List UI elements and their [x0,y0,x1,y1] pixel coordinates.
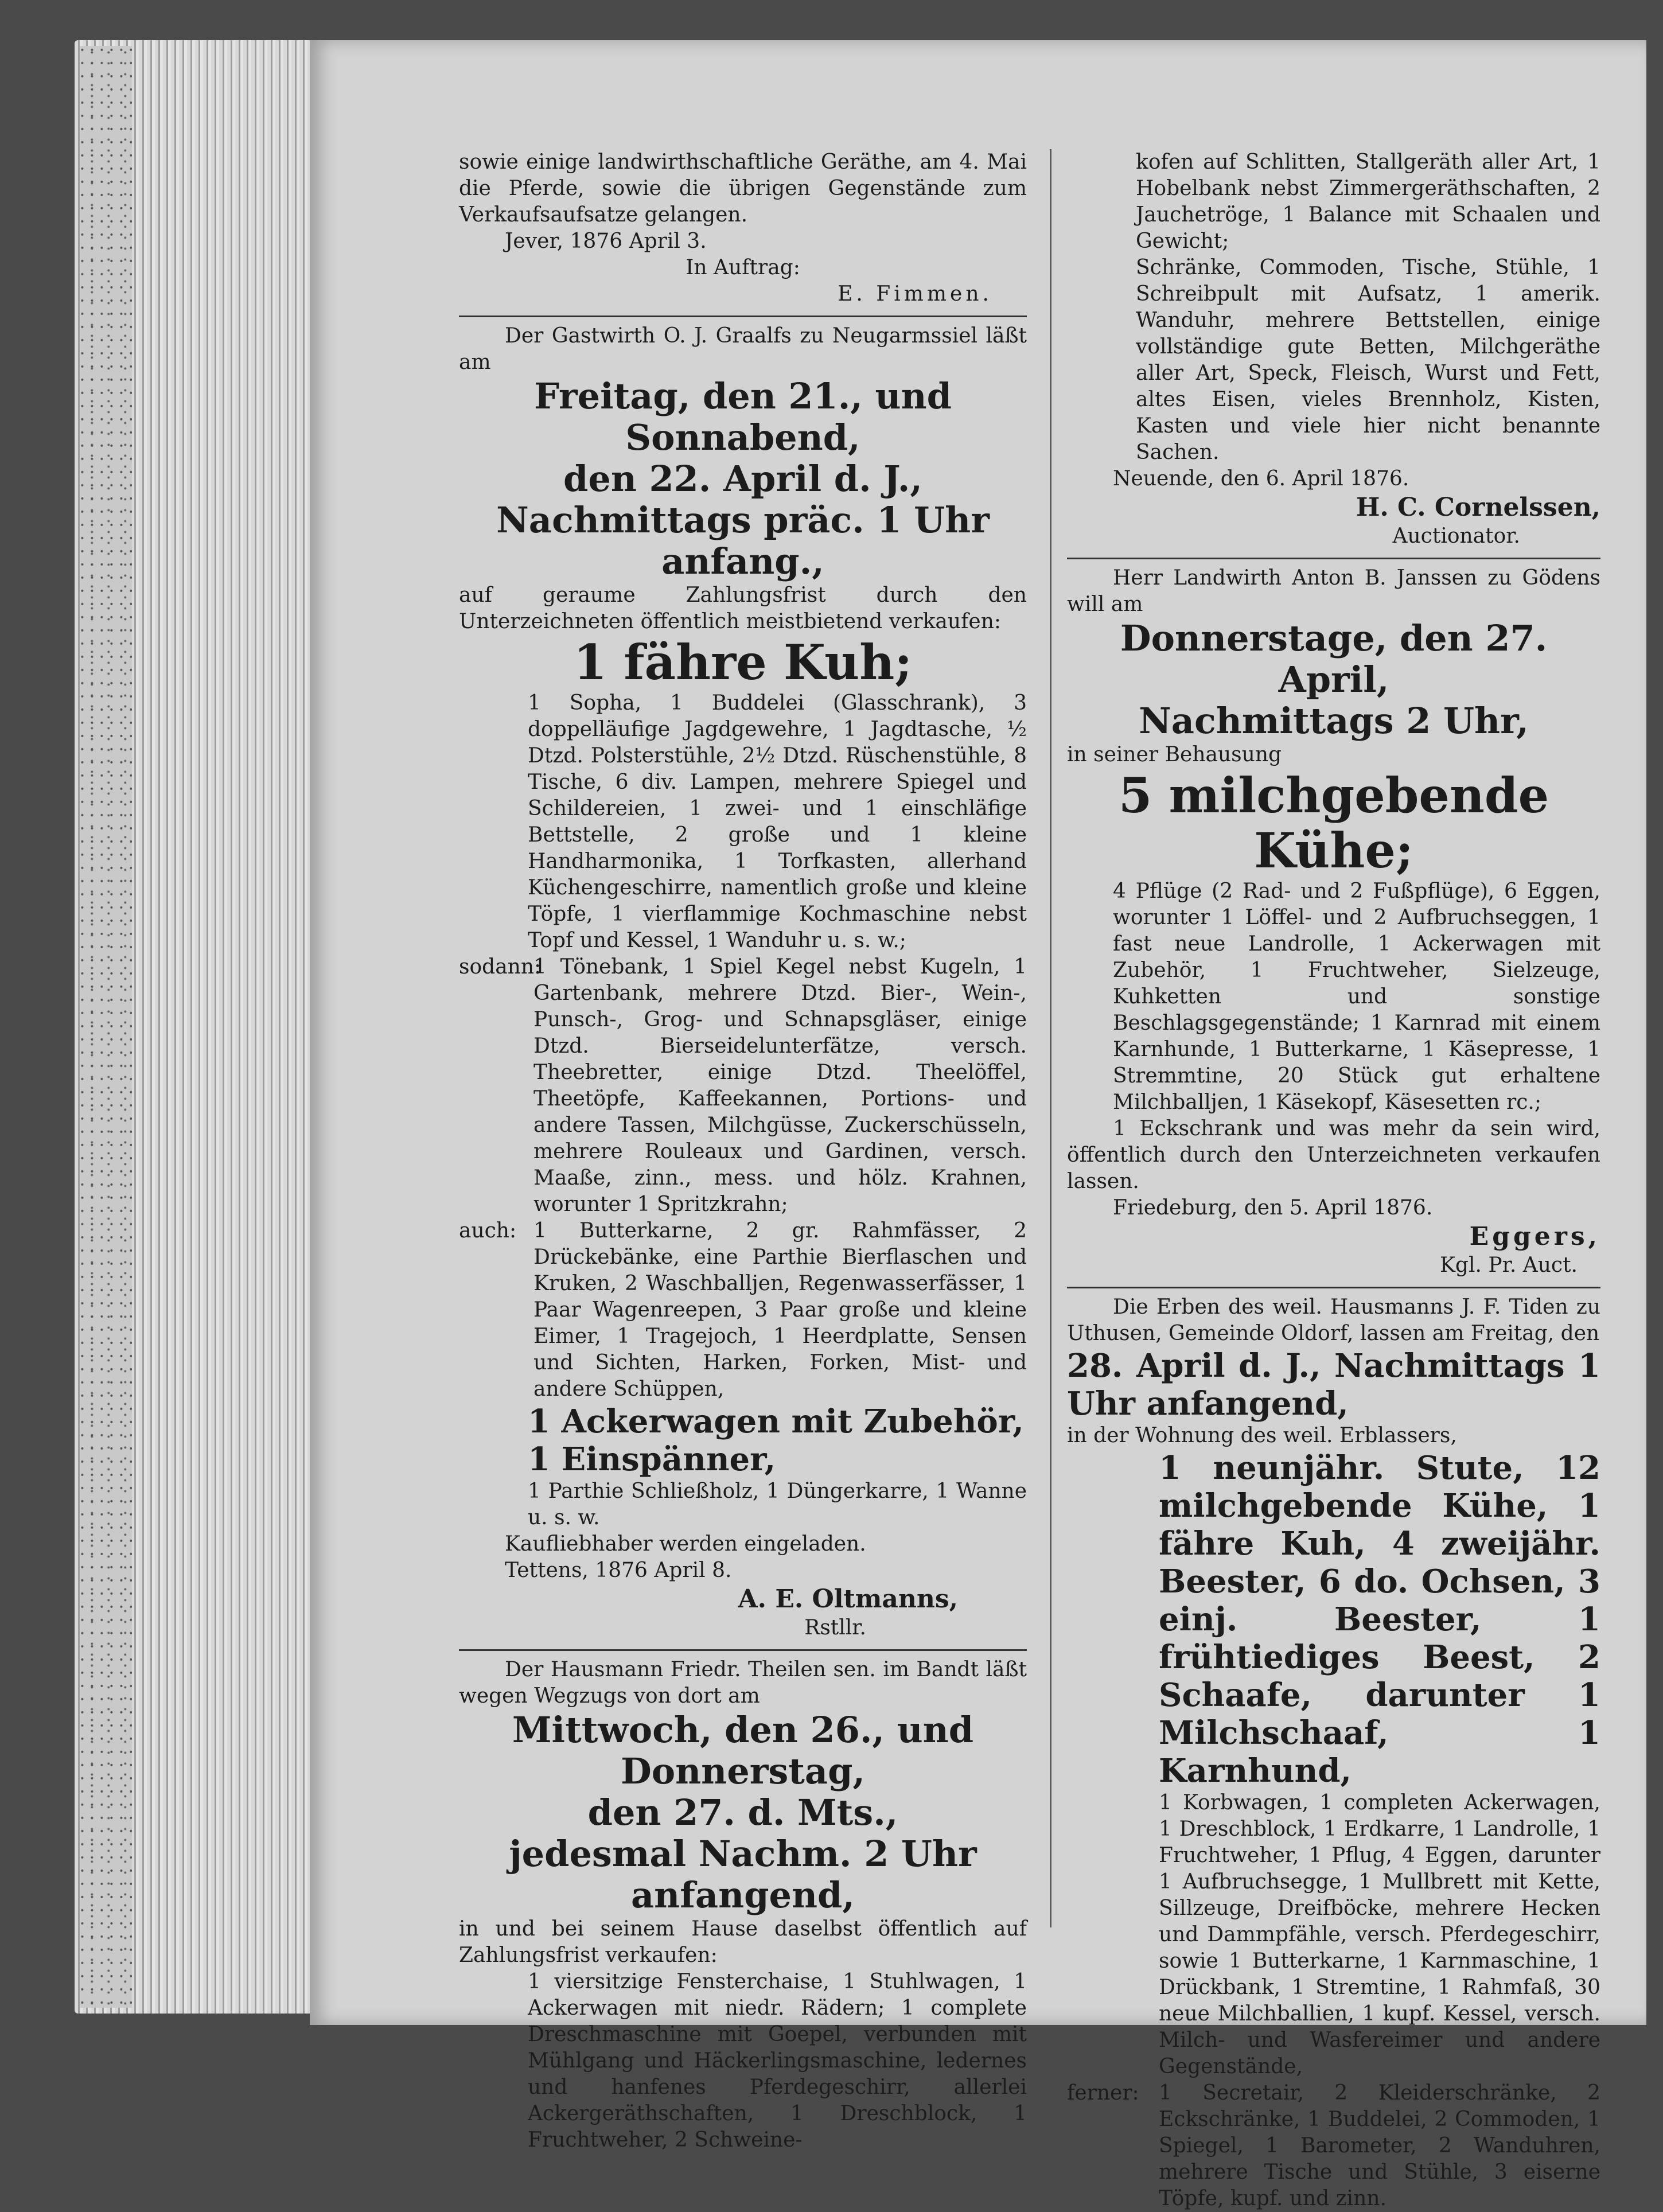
divider [459,1649,1027,1651]
ad1-terms: auf geraume Zahlungsfrist durch den Unterzeichneten öffentlich meistbietend verkaufen: [459,583,1027,633]
ad4-items: 1 Korbwagen, 1 completen Ackerwagen, 1 Dreschblock, 1 Erdkarre, 1 Landrolle, 1 Fruchtweher, 1 Pflug, 4 Eggen, darunter 1 Aufbruchsegge, 1 Mullbrett mit Kette, Sillzeuge, Dreifböcke, mehrere Hecken und Dammpfähle, versch. Pferdegeschirr, sowie 1 Butterkarne, 1 Karnmaschine, 1 Drückbank, 1 Stremtine, 1 Rahmfaß, 30 neue Milchballien, 1 kupf. Kessel, versch. Milch- und Wasfereimer und andere Gegenstände, [1159,1791,1600,2078]
ad1-intro: Der Gastwirth O. J. Graalfs zu Neugarmssiel läßt am [459,324,1027,374]
divider [1067,558,1600,559]
ad1-sodann-row [459,954,1027,1218]
cont-signature: H. C. Cornelssen, [1356,493,1600,522]
ad2-time-line: jedesmal Nachm. 2 Uhr anfangend, [509,1833,977,1916]
ad1-headline: 1 fähre Kuh; [573,634,913,691]
top-notice-signature: E. Fimmen. [838,282,992,306]
ad1-headline2-line1: 1 Ackerwagen mit Zubehör, [528,1403,1024,1440]
ad1-auch-row [459,1218,1027,1403]
cont-items2: Schränke, Commoden, Tische, Stühle, 1 Schreibpult mit Aufsatz, 1 amerik. Wanduhr, mehrere Bettstellen, einige vollständige gute Betten, Milchgeräthe aller Art, Speck, Fleisch, Wurst und Fett, altes Eisen, vieles Brennholz, Kisten, Kasten und viele hier nicht benannte Sachen. [1136,256,1600,464]
ad3-signature: Eggers, [1469,1222,1600,1251]
cont-items: kofen auf Schlitten, Stallgeräth aller Art, 1 Hobelbank nebst Zimmergeräthschaften, 2 Jauchetröge, 1 Balance mit Schaalen und Gewicht; [1136,150,1600,253]
ad4-date-line: 28. April d. J., Nachmittags 1 Uhr anfangend, [1067,1347,1600,1423]
ad3-closing: 1 Eckschrank und was mehr da sein wird, öffentlich durch den Unterzeichneten verkaufen lassen. [1067,1117,1600,1193]
ad1-headline2-line2: 1 Einspänner, [528,1440,776,1478]
ad3-title: Kgl. Pr. Auct. [1440,1253,1578,1277]
ad1-time-line: Nachmittags präc. 1 Uhr anfang., [496,499,990,582]
ad1-sodann-items: 1 Tönebank, 1 Spiel Kegel nebst Kugeln, 1 Gartenbank, mehrere Dtzd. Bier-, Wein-, Punsch-, Grog- und Schnapsgläser, einige Dtzd. Bierseidelunterfätze, versch. Theebretter, einige Dtzd. Theelöffel, Theetöpfe, Kaffeekannen, Portions- und andere Tassen, Milchgüsse, Zuckerschüsseln, mehrere Rouleaux und Gardinen, versch. Maaße, zinn., mess. und hölz. Krahnen, worunter 1 Spritzkrahn; [533,955,1027,1216]
ad1-auch-items: 1 Butterkarne, 2 gr. Rahmfässer, 2 Drückebänke, eine Parthie Bierflaschen und Kruken, 2 Waschballjen, Regenwasserfässer, 1 Paar Wagenreepen, 3 Paar große und kleine Eimer, 1 Tragejoch, 1 Heerdplatte, Sensen und Sichten, Harken, Forken, Mist- und andere Schüppen, [533,1219,1027,1401]
ad4-ferner-items: 1 Secretair, 2 Kleiderschränke, 2 Eckschränke, 1 Buddelei, 2 Commoden, 1 Spiegel, 1 Barometer, 2 Wanduhren, mehrere Tische und Stühle, 3 eiserne Töpfe, kupf. und zinn. [1159,2081,1600,2210]
ad1-date-line2: den 22. April d. J., [563,458,922,500]
cont-title: Auctionator. [1392,524,1520,548]
ad1-invite: Kaufliebhaber werden eingeladen. [505,1532,866,1556]
speckled-edge [80,46,132,2008]
ad2-items: 1 viersitzige Fensterchaise, 1 Stuhlwagen, 1 Ackerwagen mit niedr. Rädern; 1 complete Dreschmaschine mit Goepel, verbunden mit Mühlgang und Häckerlingsmaschine, ledernes und hanfenes Pferdegeschirr, allerlei Ackergeräthschaften, 1 Dreschblock, 1 Fruchtweher, 2 Schweine- [528,1970,1027,2152]
ad1-place-date: Tettens, 1876 April 8. [505,1559,732,1582]
ad3-date-line1: Donnerstage, den 27. April, [1120,617,1548,700]
right-column [1067,149,1600,2212]
ad3-place-date: Friedeburg, den 5. April 1876. [1113,1196,1433,1220]
ad3-headline: 5 milchgebende Kühe; [1118,767,1549,879]
ad1-auch-label: auch: [459,1219,517,1243]
ad2-date-line2: den 27. d. Mts., [587,1792,898,1833]
ad1-title: Rstllr. [804,1616,866,1639]
ad4-ferner-label: ferner: [1067,2081,1139,2105]
newspaper-page [310,40,1646,2210]
cont-place-date: Neuende, den 6. April 1876. [1113,467,1409,490]
ad4-ferner-row [1067,2080,1600,2212]
ad1-items: 1 Sopha, 1 Buddelei (Glasschrank), 3 doppelläufige Jagdgewehre, 1 Jagdtasche, ½ Dtzd. Polsterstühle, 2½ Dtzd. Rüschenstühle, 8 Tische, 6 div. Lampen, mehrere Spiegel und Schildereien, 1 zwei- und 1 einschläfige Bettstelle, 2 große und 1 kleine Handharmonika, 1 Torfkasten, allerhand Küchengeschirre, namentlich große und kleine Töpfe, 1 vierflammige Kochmaschine nebst Topf und Kessel, 1 Wanduhr u. s. w.; [528,691,1027,952]
ad4-intro: Die Erben des weil. Hausmanns J. F. Tiden zu Uthusen, Gemeinde Oldorf, lassen am Freitag, den [1067,1295,1600,1345]
column-divider [1050,149,1051,1927]
ad3-date-line2: Nachmittags 2 Uhr, [1139,700,1529,742]
ad4-headline: 1 neunjähr. Stute, 12 milchgebende Kühe, 1 fähre Kuh, 4 zweijähr. Beester, 6 do. Ochsen, 3 einj. Beester, 1 frühtiediges Beest, 2 Schaafe, darunter 1 Milchschaaf, 1 Karnhund, [1159,1449,1600,1790]
ad2-terms: in und bei seinem Hause daselbst öffentlich auf Zahlungsfrist verkaufen: [459,1917,1027,1967]
ad3-location: in seiner Behausung [1067,743,1282,766]
ad1-signature: A. E. Oltmanns, [738,1584,958,1614]
divider [1067,1287,1600,1288]
ad2-intro: Der Hausmann Friedr. Theilen sen. im Bandt läßt wegen Wegzugs von dort am [459,1658,1027,1708]
ad1-sodann-label: sodann: [459,955,542,979]
ad1-items2: 1 Parthie Schließholz, 1 Düngerkarre, 1 Wanne u. s. w. [528,1479,1027,1529]
ad1-date-line1: Freitag, den 21., und Sonnabend, [534,375,952,458]
top-notice-place-date: Jever, 1876 April 3. [505,229,707,253]
top-notice-by-order: In Auftrag: [686,256,800,279]
divider [459,316,1027,317]
ad2-date-line1: Mittwoch, den 26., und Donnerstag, [512,1709,974,1792]
ad3-items: 4 Pflüge (2 Rad- und 2 Fußpflüge), 6 Eggen, worunter 1 Löffel- und 2 Aufbruchseggen, 1 fast neue Landrolle, 1 Ackerwagen mit Zubehör, 1 Fruchtweher, Sielzeuge, Kuhketten und sonstige Beschlagsgegenstände; 1 Karnrad mit einem Karnhunde, 1 Butterkarne, 1 Käsepresse, 1 Stremmtine, 20 Stück gut erhaltene Milchballjen, 1 Käsekopf, Käsesetten rc.; [1113,879,1600,1114]
ad3-intro: Herr Landwirth Anton B. Janssen zu Gödens will am [1067,566,1600,616]
top-notice-text: sowie einige landwirthschaftliche Geräthe, am 4. Mai die Pferde, sowie die übrigen Gegenstände zum Verkaufsaufsatze gelangen. [459,150,1027,227]
ad4-location: in der Wohnung des weil. Erblassers, [1067,1424,1457,1447]
